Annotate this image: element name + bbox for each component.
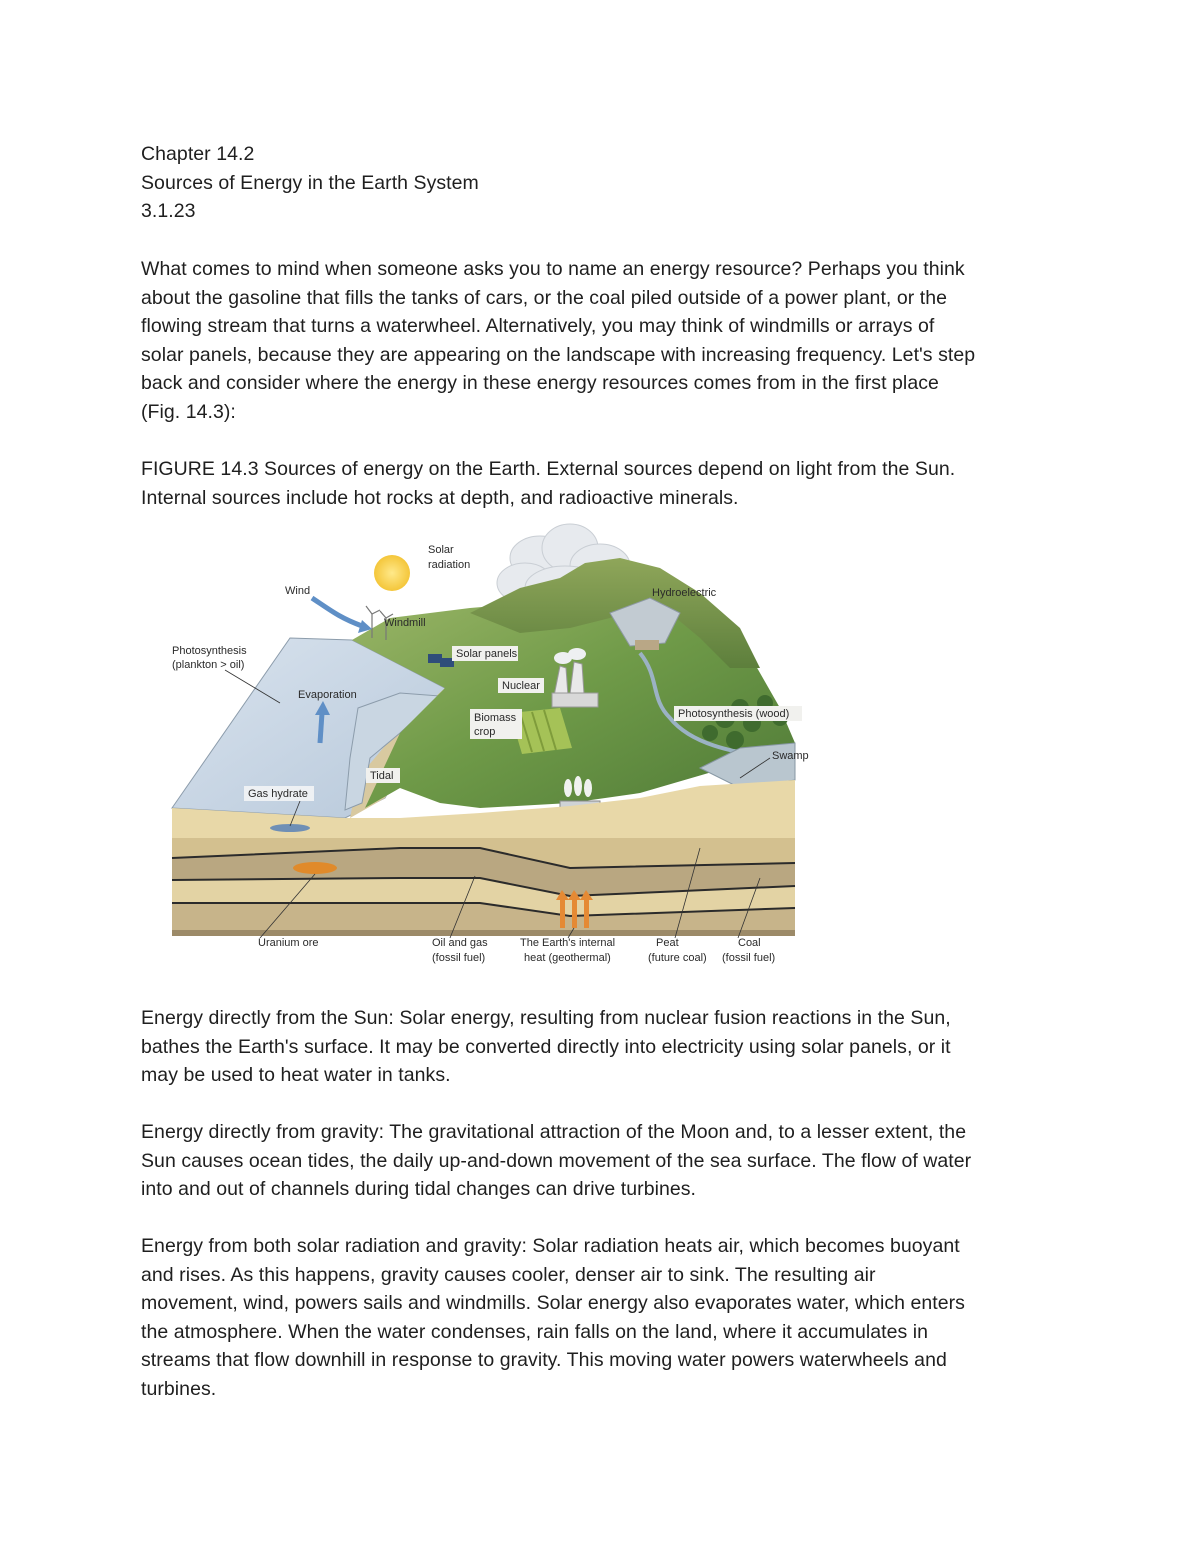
sun <box>374 555 410 591</box>
label-hydroelectric: Hydroelectric <box>652 587 717 599</box>
text-line: Energy directly from the Sun: Solar energy, resulting from nuclear fusion reactions in the Sun, <box>141 1007 951 1029</box>
label-biomass-2: crop <box>474 726 496 738</box>
text-line: What comes to mind when someone asks you to name an energy resource? Perhaps you think <box>141 258 965 280</box>
intro-paragraph <box>141 255 1071 427</box>
label-swamp: Swamp <box>772 750 809 762</box>
label-windmill: Windmill <box>384 617 426 629</box>
text-line: movement, wind, powers sails and windmills. Solar energy also evaporates water, which enters <box>141 1292 965 1315</box>
label-coal-2: (fossil fuel) <box>722 952 776 964</box>
label-gas-hydrate: Gas hydrate <box>248 788 308 800</box>
text-line: streams that flow downhill in response to gravity. This moving water powers waterwheels and <box>141 1349 947 1372</box>
text-line: Internal sources include hot rocks at depth, and radioactive minerals. <box>141 486 739 509</box>
text-line: Energy directly from gravity: The gravitational attraction of the Moon and, to a lesser extent, the <box>141 1121 967 1143</box>
label-solar-radiation: Solar <box>428 544 454 556</box>
earth-system-diagram <box>140 518 820 970</box>
text-line: bathes the Earth's surface. It may be converted directly into electricity using solar panels, or it <box>141 1035 951 1058</box>
label-oil-gas: Oil and gas <box>432 937 488 949</box>
label-photosynthesis-oil: Photosynthesis <box>172 645 247 657</box>
label-evaporation: Evaporation <box>298 689 357 701</box>
text-line: and rises. As this happens, gravity causes cooler, denser air to sink. The resulting air <box>141 1263 876 1286</box>
label-uranium-ore: Uranium ore <box>258 937 319 949</box>
text-line: into and out of channels during tidal changes can drive turbines. <box>141 1178 697 1201</box>
document-header <box>141 140 1071 226</box>
geothermal-heat-arrows <box>556 890 593 928</box>
paragraph-energy-from-both <box>141 1232 1071 1404</box>
evaporation-arrow <box>320 713 322 743</box>
label-peat: Peat <box>656 937 679 949</box>
label-solar-radiation-2: radiation <box>428 559 471 571</box>
text-line: back and consider where the energy in these energy resources comes from in the first place <box>141 372 939 395</box>
paragraph-energy-from-sun <box>141 1004 1071 1090</box>
document-date: 3.1.23 <box>141 200 196 223</box>
label-tidal: Tidal <box>370 770 394 782</box>
text-line: solar panels, because they are appearing on the landscape with increasing frequency. Let's step <box>141 343 976 366</box>
figure-caption <box>141 455 1071 512</box>
text-line: flowing stream that turns a waterwheel. Alternatively, you may think of windmills or arrays of <box>141 315 935 338</box>
text-line: (Fig. 14.3): <box>141 400 236 423</box>
label-coal: Coal <box>738 937 761 949</box>
text-line: the atmosphere. When the water condenses, rain falls on the land, where it accumulates in <box>141 1320 929 1343</box>
chapter-title: Sources of Energy in the Earth System <box>141 171 479 194</box>
text-line: Energy from both solar radiation and gravity: Solar radiation heats air, which becomes buoyant <box>141 1235 960 1257</box>
label-photosynthesis-oil-2: (plankton > oil) <box>172 659 245 671</box>
paragraph-energy-from-gravity <box>141 1118 1071 1204</box>
text-line: may be used to heat water in tanks. <box>141 1064 451 1087</box>
text-line: about the gasoline that fills the tanks of cars, or the coal piled outside of a power plant, or the <box>141 286 948 309</box>
label-peat-2: (future coal) <box>648 952 707 964</box>
label-nuclear: Nuclear <box>502 680 540 692</box>
chapter-number: Chapter 14.2 <box>141 143 255 165</box>
hydroelectric-dam <box>635 640 659 650</box>
label-biomass: Biomass <box>474 712 517 724</box>
label-oil-gas-2: (fossil fuel) <box>432 952 486 964</box>
energy-sources-figure <box>140 518 820 970</box>
text-line: turbines. <box>141 1377 217 1400</box>
label-solar-panels: Solar panels <box>456 648 518 660</box>
label-internal-heat-2: heat (geothermal) <box>524 952 611 964</box>
text-line: FIGURE 14.3 Sources of energy on the Earth. External sources depend on light from the Sun. <box>141 458 956 480</box>
label-photosynthesis-wood: Photosynthesis (wood) <box>678 708 790 720</box>
uranium-ore-deposit <box>293 862 337 874</box>
text-line: Sun causes ocean tides, the daily up-and-down movement of the sea surface. The flow of water <box>141 1149 972 1172</box>
label-internal-heat: The Earth's internal <box>520 937 616 949</box>
label-wind: Wind <box>285 585 311 597</box>
